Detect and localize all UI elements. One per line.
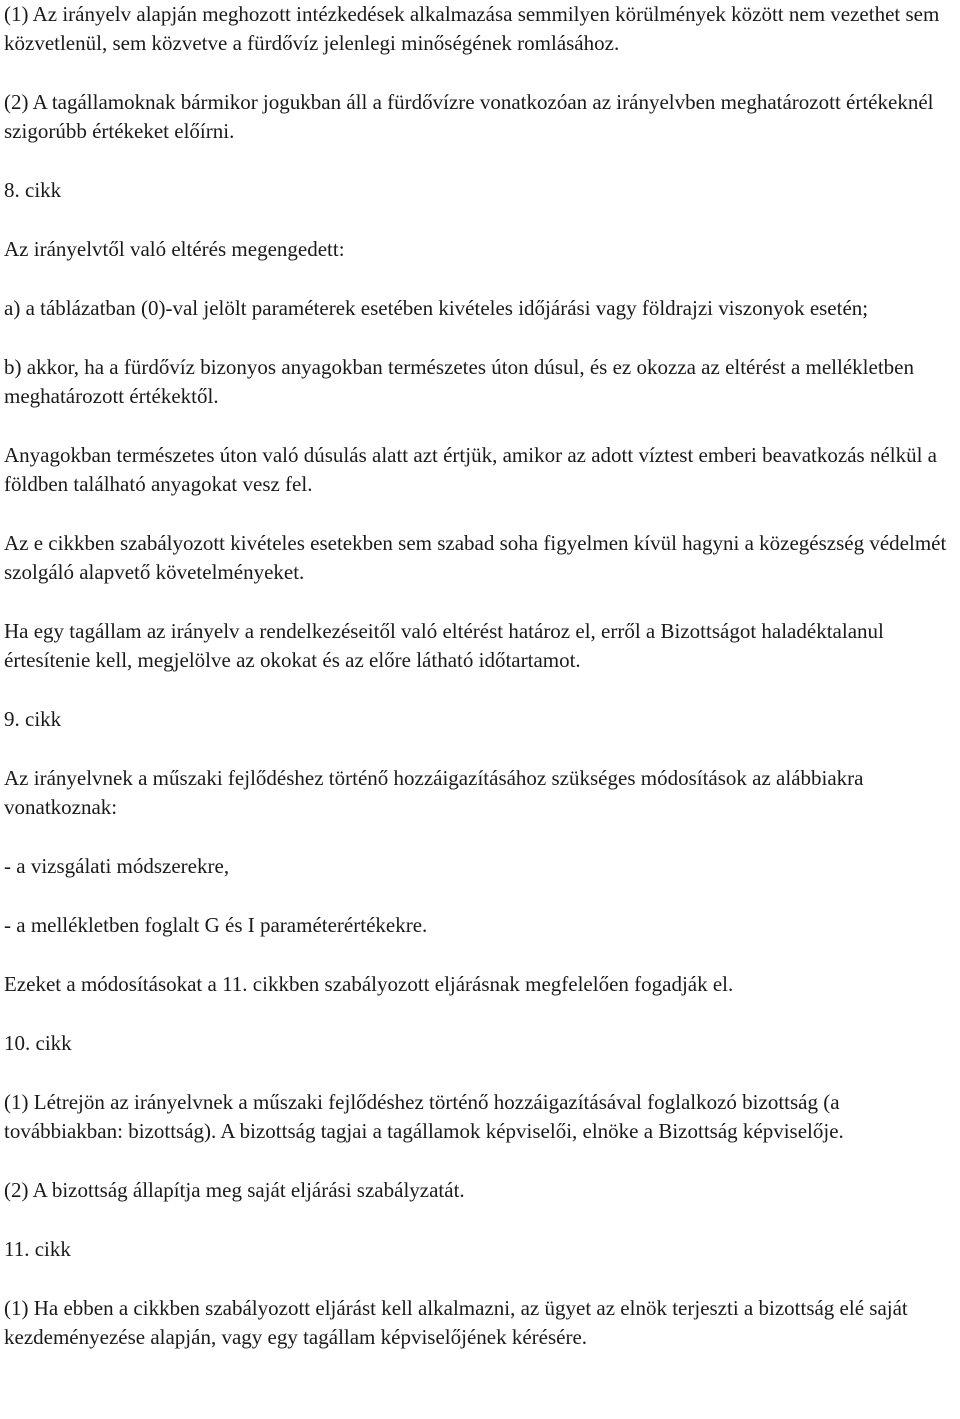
paragraph-art8-definition: Anyagokban természetes úton való dúsulás alatt azt értjük, amikor az adott víztest emberi beavatkozás nélkül a földben található anyagokat vesz fel.	[4, 443, 938, 496]
paragraph-art8-b: b) akkor, ha a fürdővíz bizonyos anyagokban természetes úton dúsul, és ez okozza az eltérést a mellékletben meghatározott értékektől.	[4, 355, 914, 408]
paragraph-art8-public-health: Az e cikkben szabályozott kivételes esetekben sem szabad soha figyelmen kívül hagyni a közegészség védelmét szolgáló alapvető követelményeket.	[4, 531, 947, 584]
paragraph-art8-notification: Ha egy tagállam az irányelv a rendelkezéseitől való eltérést határoz el, erről a Bizottságot haladéktalanul értesítenie kell, megjelölve az okokat és az előre látható időtartamot.	[4, 619, 884, 672]
paragraph-art11-1: (1) Ha ebben a cikkben szabályozott eljárást kell alkalmazni, az ügyet az elnök terjeszti a bizottság elé saját kezdeményezése alapján, vagy egy tagállam képviselőjének kérésére.	[4, 1296, 908, 1349]
paragraph-art9-adoption: Ezeket a módosításokat a 11. cikkben szabályozott eljárásnak megfelelően fogadják el.	[4, 972, 734, 996]
paragraph-art8-a: a) a táblázatban (0)-val jelölt paraméterek esetében kivételes időjárási vagy földrajzi viszonyok esetén;	[4, 296, 869, 320]
paragraph-art8-intro: Az irányelvtől való eltérés megengedett:	[4, 237, 345, 261]
article-heading-8: 8. cikk	[4, 178, 62, 202]
article-heading-11: 11. cikk	[4, 1237, 71, 1261]
paragraph-art9-item-2: - a mellékletben foglalt G és I paraméterértékekre.	[4, 913, 428, 937]
article-heading-10: 10. cikk	[4, 1031, 72, 1055]
paragraph-art9-intro: Az irányelvnek a műszaki fejlődéshez történő hozzáigazításához szükséges módosítások az alábbiakra vonatkoznak:	[4, 766, 864, 819]
paragraph-art10-2: (2) A bizottság állapítja meg saját eljárási szabályzatát.	[4, 1178, 465, 1202]
paragraph-art7-1: (1) Az irányelv alapján meghozott intézkedések alkalmazása semmilyen körülmények között nem vezethet sem közvetlenül, sem közvetve a fürdővíz jelenlegi minőségének romlásához.	[4, 2, 940, 55]
paragraph-art10-1: (1) Létrejön az irányelvnek a műszaki fejlődéshez történő hozzáigazításával foglalkozó bizottság (a továbbiakban: bizottság). A bizottság tagjai a tagállamok képviselői, elnöke a Bizottság képviselője.	[4, 1090, 844, 1143]
article-heading-9: 9. cikk	[4, 707, 62, 731]
paragraph-art7-2: (2) A tagállamoknak bármikor jogukban áll a fürdővízre vonatkozóan az irányelvben meghatározott értékeknél szigorúbb értékeket előírni.	[4, 90, 934, 143]
document-page	[4, 0, 956, 1382]
paragraph-art9-item-1: - a vizsgálati módszerekre,	[4, 854, 230, 878]
